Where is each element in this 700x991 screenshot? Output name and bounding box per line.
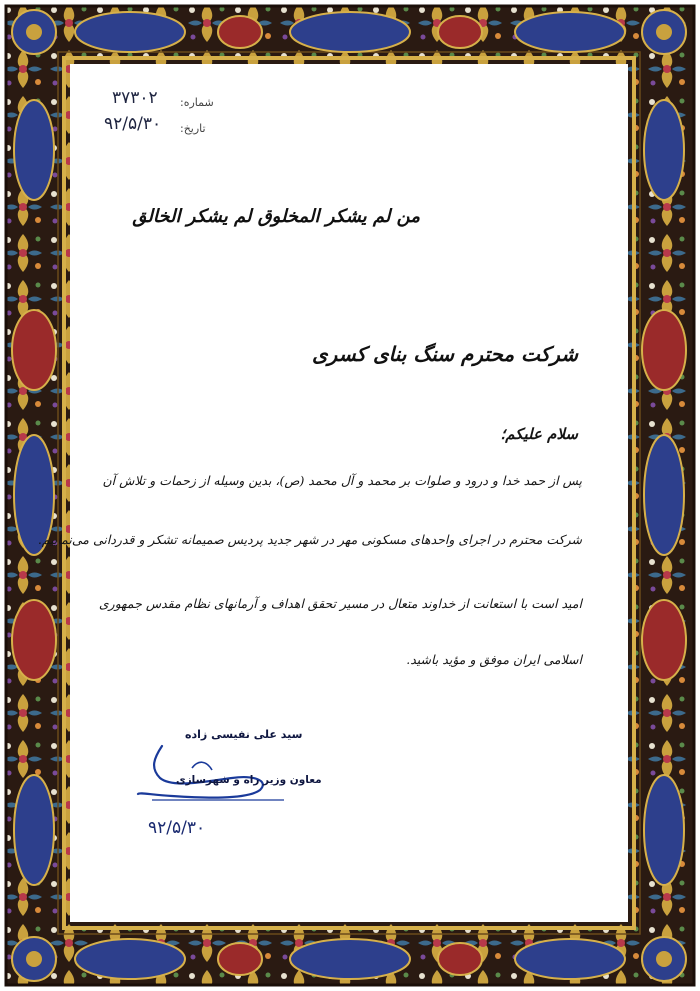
bottom-medallions <box>75 939 625 979</box>
number-value: ۳۷۳۰۲ <box>112 88 158 108</box>
signatory-title: معاون وزیر راه و شهرسازی <box>176 774 322 786</box>
addressee-heading: شرکت محترم سنگ بنای کسری <box>312 342 578 366</box>
date-label: تاریخ: <box>180 122 206 135</box>
top-medallions <box>75 12 625 52</box>
date-value: ۹۲/۵/۳۰ <box>104 114 162 134</box>
body-line-4: اسلامی ایران موفق و مؤید باشید. <box>406 652 582 667</box>
body-line-3: امید است با استعانت از خداوند متعال در مسیر تحقق اهداف و آرمانهای نظام مقدس جمهوری <box>98 596 582 611</box>
greeting-text: سلام علیکم؛ <box>500 425 578 443</box>
body-line-1: پس از حمد خدا و درود و صلوات بر محمد و آل محمد (ص)، بدین وسیله از زحمات و تلاش آن <box>102 473 582 488</box>
body-line-2: شرکت محترم در اجرای واحدهای مسکونی مهر در شهر جدید پردیس صمیمانه تشکر و قدردانی می‌نماییم. <box>37 532 582 547</box>
number-label: شماره: <box>180 96 214 109</box>
signature-date: ۹۲/۵/۳۰ <box>148 818 206 838</box>
invocation-heading: من لم یشکر المخلوق لم یشکر الخالق <box>132 206 420 227</box>
signatory-name: سید علی نفیسی زاده <box>185 728 303 741</box>
